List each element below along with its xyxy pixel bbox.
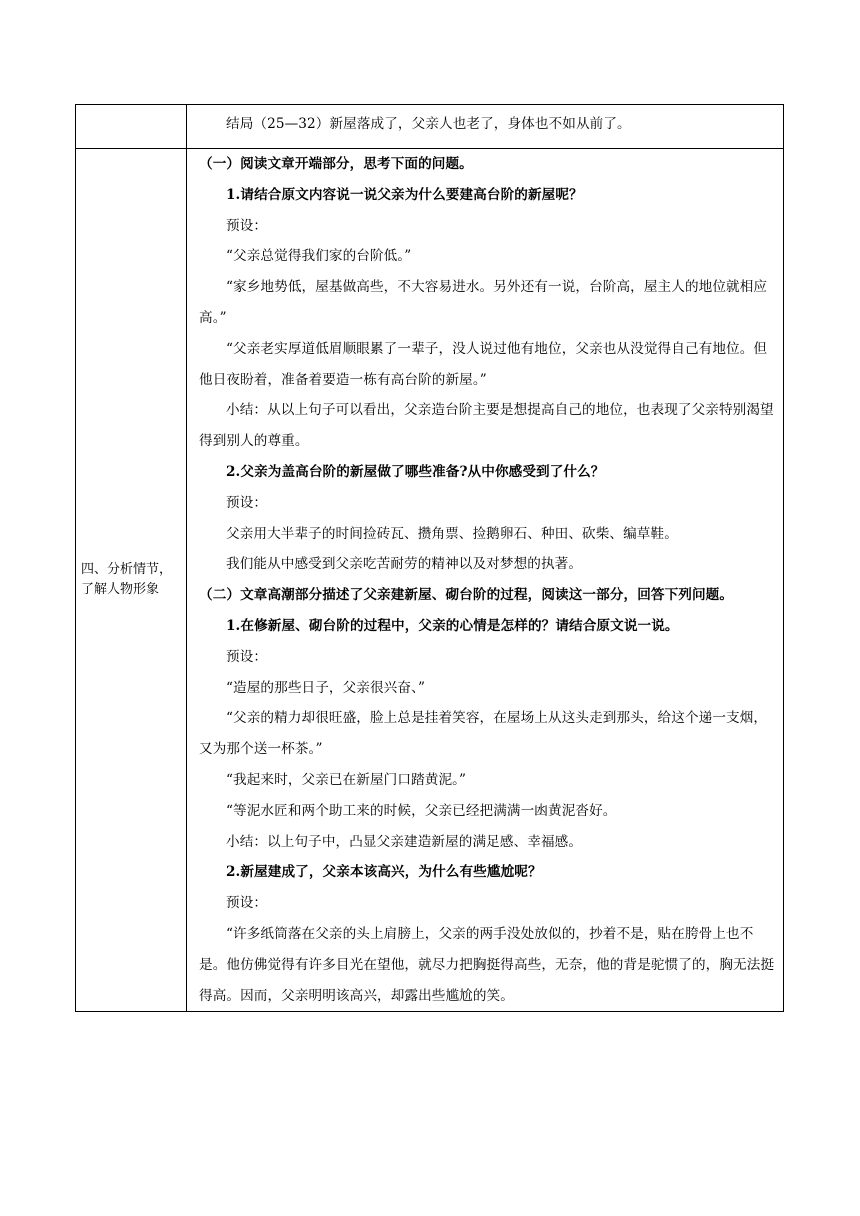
table-row xyxy=(76,105,784,149)
row-label-cell xyxy=(76,105,187,149)
table-row xyxy=(76,149,784,1012)
paragraph: 父亲用大半辈子的时间捡砖瓦、攒角票、捡鹅卵石、种田、砍柴、编草鞋。 xyxy=(226,525,678,542)
paragraph: “等泥水匠和两个助工来的时候，父亲已经把满满一凼黄泥沓好。 xyxy=(226,802,617,819)
paragraph: 预设： xyxy=(226,895,268,912)
paragraph: 小结：从以上句子可以看出，父亲造台阶主要是想提高自己的地位，也表现了父亲特别渴望得到别人的尊重。 xyxy=(199,402,774,450)
row-content-cell xyxy=(187,149,784,1012)
question-heading: 1.在修新屋、砌台阶的过程中，父亲的心情是怎样的？请结合原文说一说。 xyxy=(226,617,679,634)
section-label xyxy=(76,560,186,600)
question-heading: 2.新屋建成了，父亲本该高兴，为什么有些尴尬呢？ xyxy=(226,864,542,881)
section-label-line: 四、分析情节， xyxy=(81,562,173,578)
paragraph: “父亲的精力却很旺盛，脸上总是挂着笑容，在屋场上从这头走到那头，给这个递一支烟，又为那个送一杯茶。” xyxy=(199,710,768,758)
paragraph: “造屋的那些日子，父亲很兴奋、” xyxy=(226,679,426,696)
row-label-cell xyxy=(76,149,187,1012)
question-heading: 2.父亲为盖高台阶的新屋做了哪些准备?从中你感受到了什么？ xyxy=(226,463,605,480)
paragraph: 预设： xyxy=(226,648,268,665)
paragraph: “家乡地势低，屋基做高些，不大容易进水。另外还有一说，台阶高，屋主人的地位就相应高。” xyxy=(199,279,768,326)
paragraph: “父亲老实厚道低眉顺眼累了一辈子，没人说过他有地位，父亲也从没觉得自己有地位。但他日夜盼着，准备着要造一栋有高台阶的新屋。” xyxy=(199,340,768,388)
paragraph: “许多纸筒落在父亲的头上肩膀上，父亲的两手没处放似的，抄着不是，贴在胯骨上也不是。他仿佛觉得有许多目光在望他，就尽力把胸挺得高些，无奈，他的背是驼惯了的，胸无法挺得高。因而，父亲明明该高兴，却露出些尴尬的笑。 xyxy=(199,925,775,1004)
ending-summary-text: 结局（25—32）新屋落成了，父亲人也老了，身体也不如从前了。 xyxy=(226,116,631,132)
paragraph: “父亲总觉得我们家的台阶低。” xyxy=(226,248,412,265)
paragraph: 我们能从中感受到父亲吃苦耐劳的精神以及对梦想的执著。 xyxy=(226,556,583,573)
row-content-cell xyxy=(187,105,784,149)
question-heading: （二）文章高潮部分描述了父亲建新屋、砌台阶的过程，阅读这一部分，回答下列问题。 xyxy=(199,587,734,604)
paragraph: 预设： xyxy=(226,217,268,234)
paragraph: 小结：以上句子中，凸显父亲建造新屋的满足感、幸福感。 xyxy=(226,833,583,850)
lesson-plan-table xyxy=(75,104,784,1012)
paragraph: 预设： xyxy=(226,494,268,511)
question-heading: 1.请结合原文内容说一说父亲为什么要建高台阶的新屋呢？ xyxy=(226,186,583,203)
paragraph: “我起来时，父亲已在新屋门口踏黄泥。” xyxy=(226,771,467,788)
section-label-line: 了解人物形象 xyxy=(81,582,160,598)
question-heading: （一）阅读文章开端部分，思考下面的问题。 xyxy=(199,156,473,172)
